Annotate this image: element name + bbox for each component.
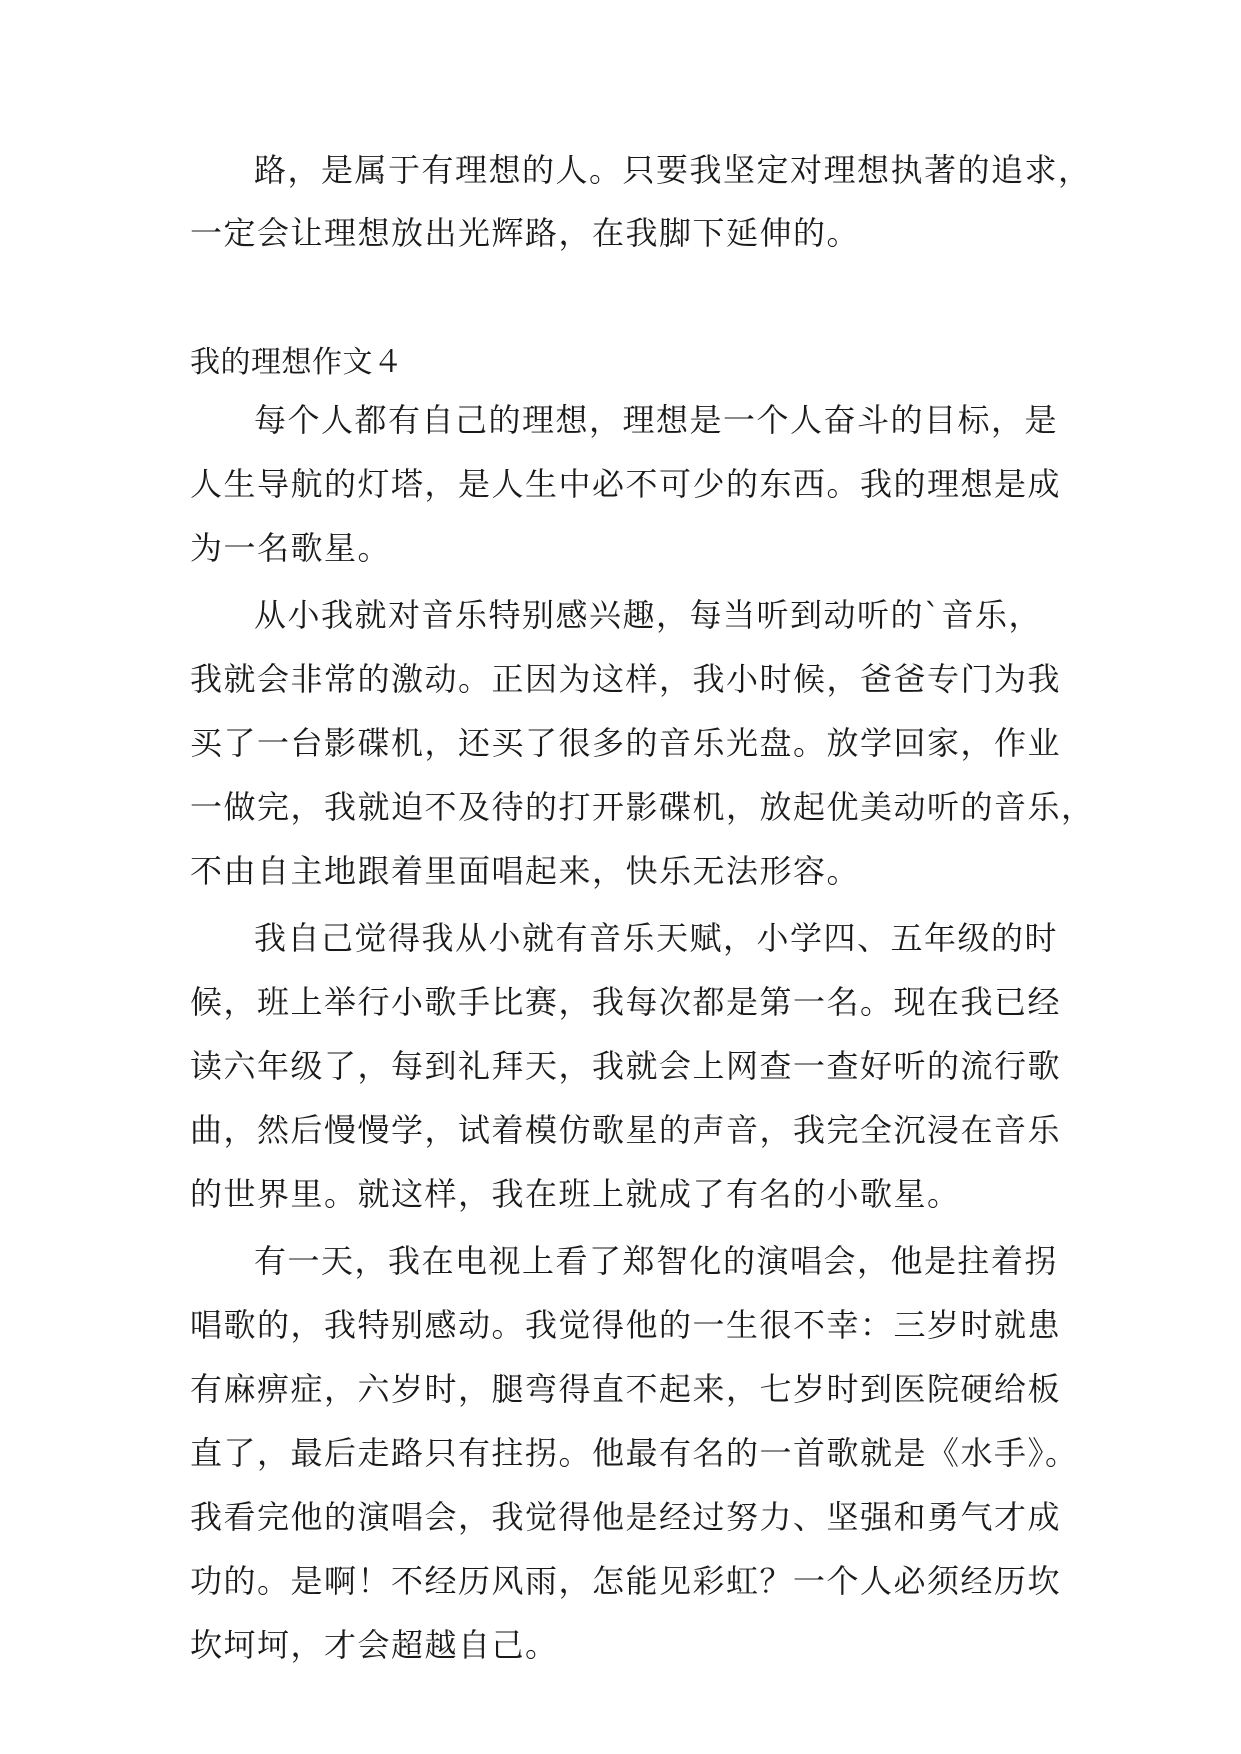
section-title: 我的理想作文４ (190, 345, 404, 380)
paragraph-4-line-5: 我看完他的演唱会，我觉得他是经过努力、坚强和勇气才成 (190, 1498, 1062, 1536)
paragraph-4-line-4: 直了，最后走路只有拄拐。他最有名的一首歌就是《水手》。 (190, 1434, 1079, 1472)
paragraph-4-line-6: 功的。是啊！不经历风雨，怎能见彩虹？一个人必须经历坎 (190, 1562, 1062, 1600)
paragraph-2-line-5: 不由自主地跟着里面唱起来，快乐无法形容。 (190, 852, 861, 890)
paragraph-2-line-3: 买了一台影碟机，还买了很多的音乐光盘。放学回家，作业 (190, 724, 1062, 762)
paragraph-1-line-2: 人生导航的灯塔，是人生中必不可少的东西。我的理想是成 (190, 465, 1062, 503)
paragraph-1-line-1: 每个人都有自己的理想，理想是一个人奋斗的目标，是 (254, 401, 1059, 439)
paragraph-2-line-1: 从小我就对音乐特别感兴趣，每当听到动听的`音乐， (254, 596, 1043, 634)
intro-line-1: 路，是属于有理想的人。只要我坚定对理想执著的追求， (254, 151, 1092, 189)
paragraph-4-line-2: 唱歌的，我特别感动。我觉得他的一生很不幸：三岁时就患 (190, 1306, 1062, 1344)
paragraph-3-line-4: 曲，然后慢慢学，试着模仿歌星的声音，我完全沉浸在音乐 (190, 1111, 1062, 1149)
paragraph-4-line-1: 有一天，我在电视上看了郑智化的演唱会，他是拄着拐 (254, 1242, 1059, 1280)
paragraph-3-line-3: 读六年级了，每到礼拜天，我就会上网查一查好听的流行歌 (190, 1047, 1062, 1085)
paragraph-2-line-2: 我就会非常的激动。正因为这样，我小时候，爸爸专门为我 (190, 660, 1062, 698)
paragraph-2-line-4: 一做完，我就迫不及待的打开影碟机，放起优美动听的音乐， (190, 788, 1095, 826)
paragraph-3-line-5: 的世界里。就这样，我在班上就成了有名的小歌星。 (190, 1175, 961, 1213)
paragraph-1-line-3: 为一名歌星。 (190, 529, 392, 567)
intro-line-2: 一定会让理想放出光辉路，在我脚下延伸的。 (190, 214, 861, 252)
paragraph-3-line-1: 我自己觉得我从小就有音乐天赋，小学四、五年级的时 (254, 919, 1059, 957)
paragraph-4-line-7: 坎坷坷，才会超越自己。 (190, 1626, 559, 1664)
paragraph-3-line-2: 候，班上举行小歌手比赛，我每次都是第一名。现在我已经 (190, 983, 1062, 1021)
paragraph-4-line-3: 有麻痹症，六岁时，腿弯得直不起来，七岁时到医院硬给板 (190, 1370, 1062, 1408)
